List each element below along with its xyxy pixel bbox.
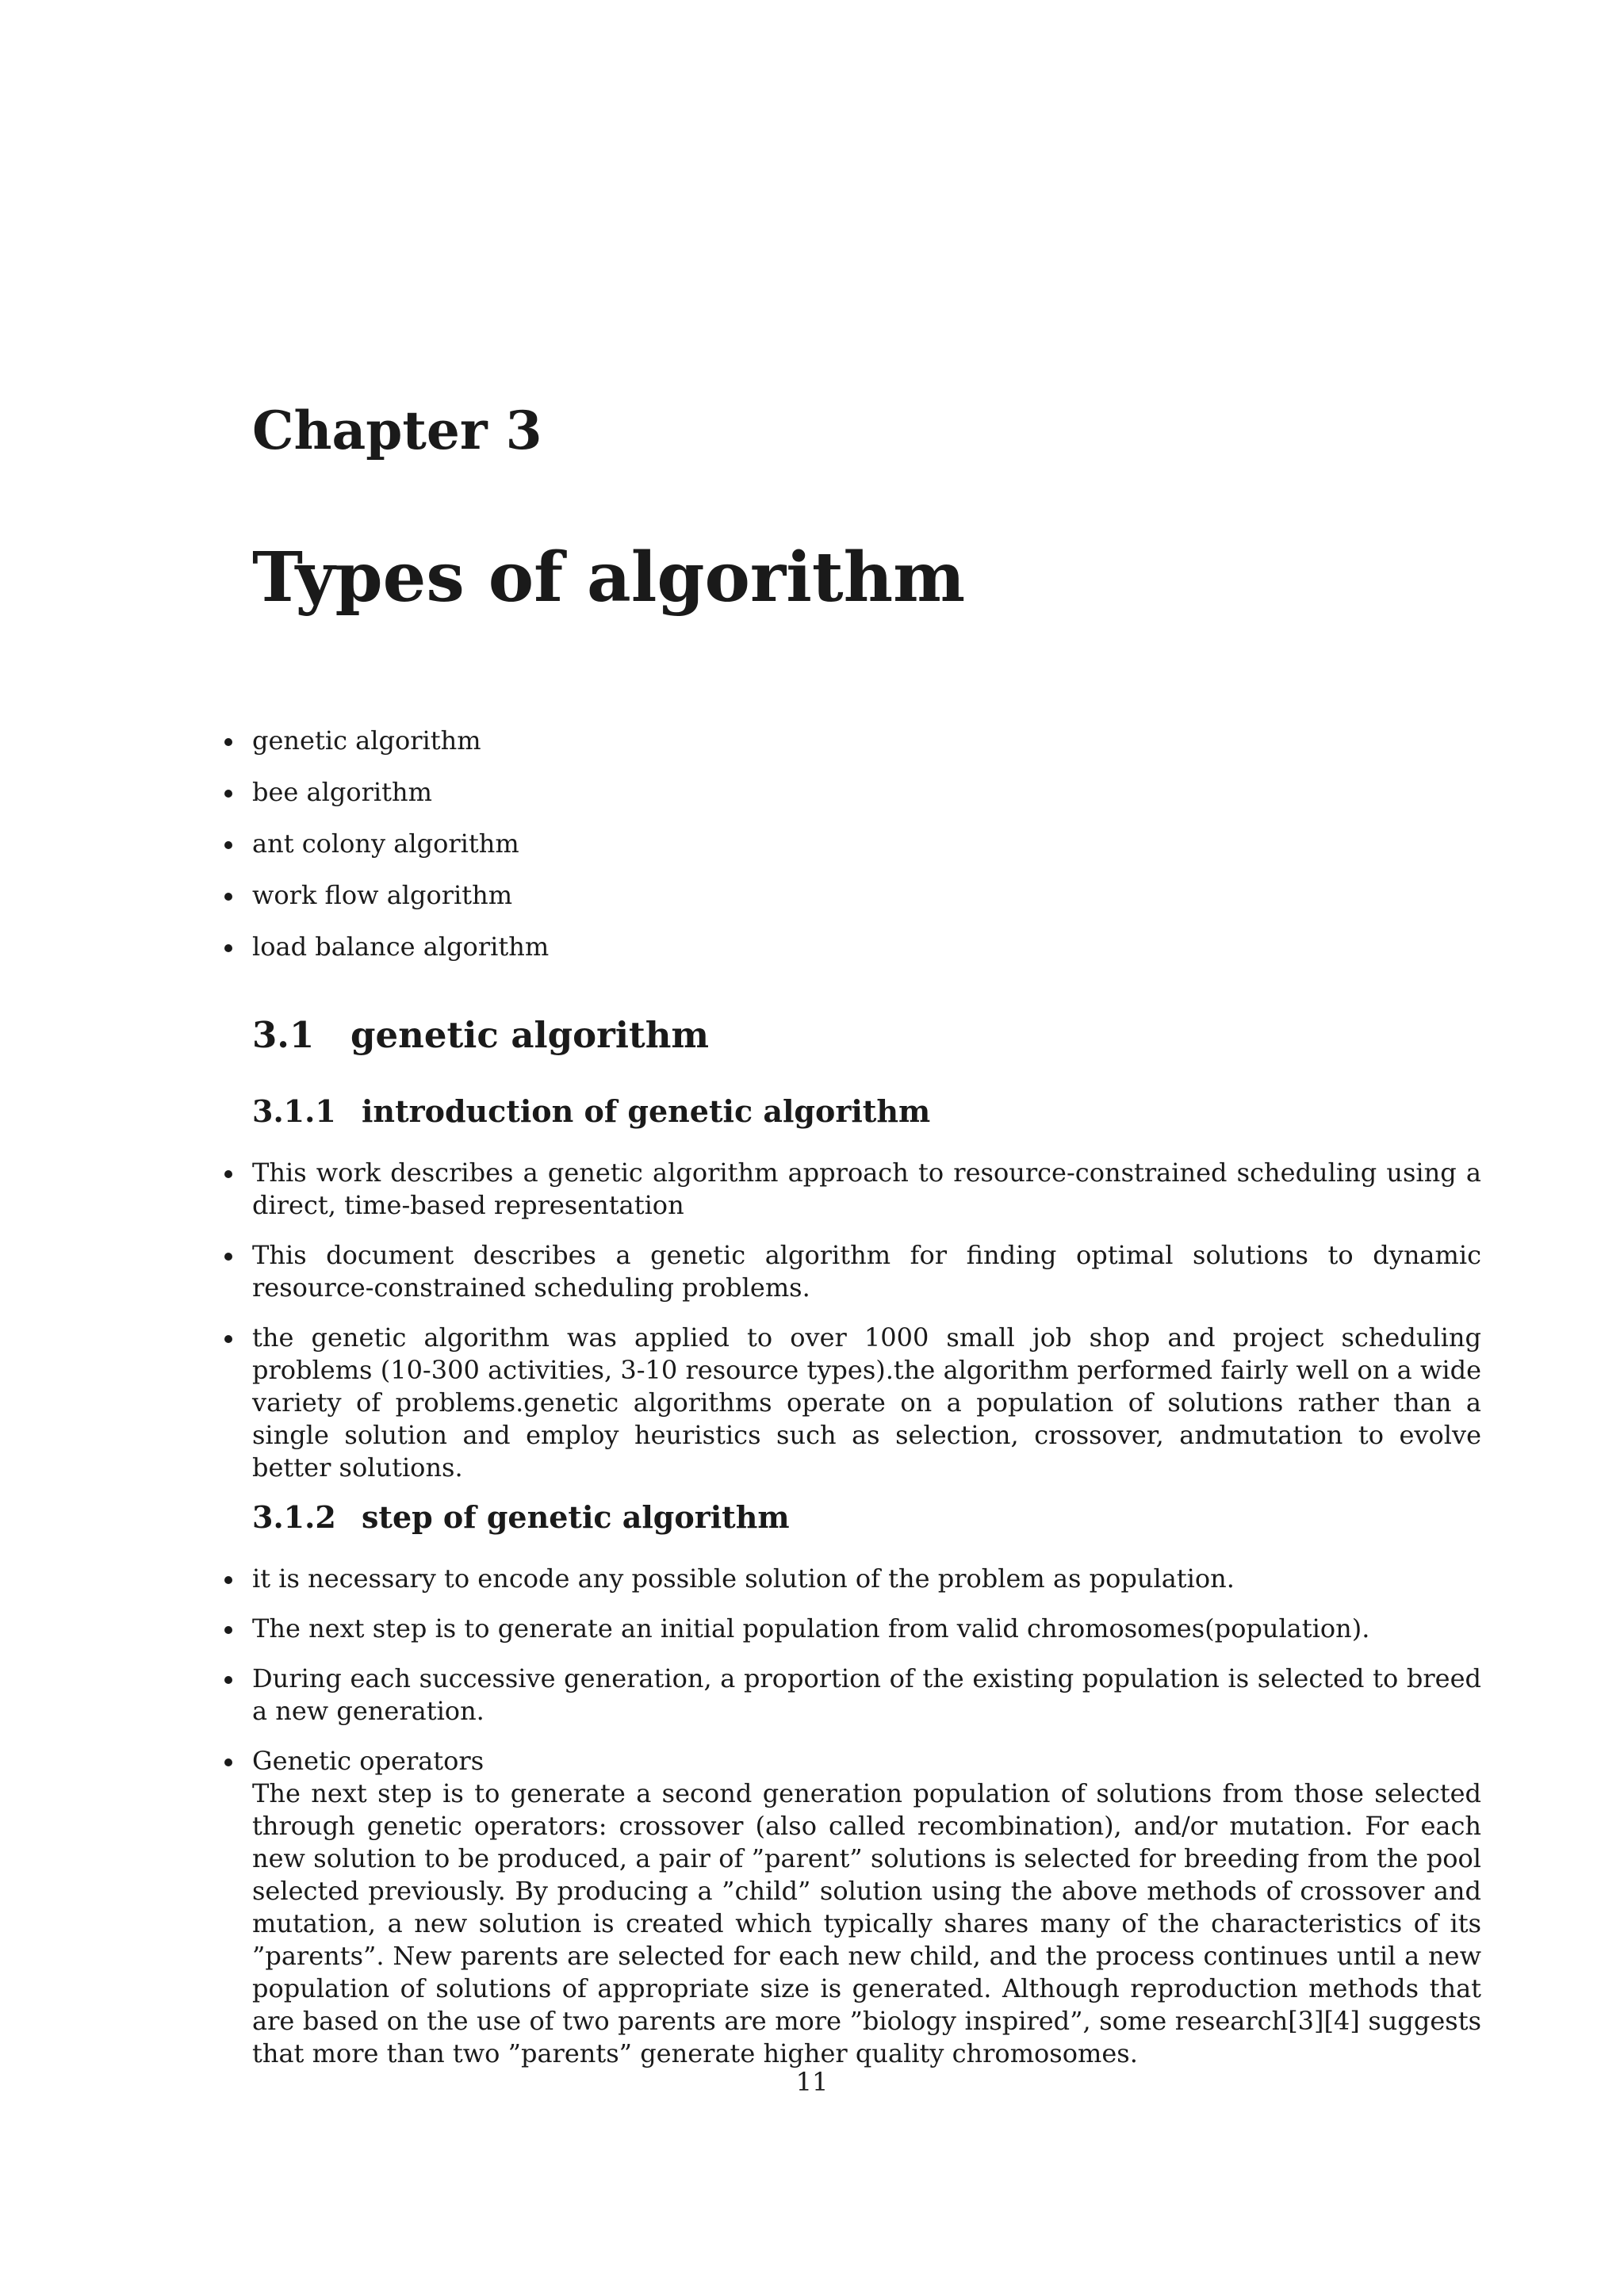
section-heading-3-1	[252, 1014, 710, 1056]
chapter-label: Chapter 3	[252, 400, 542, 461]
subsection-title: step of genetic algorithm	[362, 1499, 790, 1535]
list-item: the genetic algorithm was applied to over 1000 small job shop and project scheduling problems (10-300 activities, 3-10 resource types).the algorithm performed fairly well on a wide variety of problems.genetic algorithms operate on a population of solutions rather than a single solution and employ heuristics such as selection, crossover, andmutation to evolve better solutions.	[252, 1322, 1481, 1483]
list-item: This document describes a genetic algorithm for finding optimal solutions to dynamic resource-constrained scheduling problems.	[252, 1240, 1481, 1303]
introduction-list	[252, 1157, 1481, 1502]
list-item: work flow algorithm	[252, 879, 1481, 912]
list-item: it is necessary to encode any possible solution of the problem as population.	[252, 1563, 1481, 1595]
algorithm-types-list	[252, 725, 1481, 982]
list-item: During each successive generation, a proportion of the existing population is selected to breed a new generation.	[252, 1663, 1481, 1726]
list-item: ant colony algorithm	[252, 828, 1481, 860]
subsection-heading-3-1-2	[252, 1499, 790, 1535]
page-number: 11	[795, 2067, 829, 2097]
subsection-number: 3.1.1	[252, 1093, 336, 1129]
list-item: bee algorithm	[252, 776, 1481, 809]
steps-list	[252, 1563, 1481, 2087]
list-item: The next step is to generate an initial population from valid chromosomes(population).	[252, 1613, 1481, 1645]
subsection-heading-3-1-1	[252, 1093, 931, 1129]
section-title: genetic algorithm	[350, 1014, 710, 1056]
genetic-operators-text: The next step is to generate a second generation population of solutions from those selected through genetic operators: crossover (also called recombination), and/or mutation. For each new solution to be produced, a pair of ”parent” solutions is selected for breeding from the pool selected previously. By producing a ”child” solution using the above methods of crossover and mutation, a new solution is created which typically shares many of the characteristics of its ”parents”. New parents are selected for each new child, and the process continues until a new population of solutions of appropriate size is generated. Although reproduction methods that are based on the use of two parents are more ”biology inspired”, some research[3][4] suggests that more than two ”parents” generate higher quality chromosomes.	[252, 1778, 1481, 2068]
list-item: This work describes a genetic algorithm approach to resource-constrained scheduling using a direct, time-based representation	[252, 1158, 1481, 1220]
subsection-number: 3.1.2	[252, 1499, 336, 1535]
list-item: genetic algorithm	[252, 725, 1481, 757]
section-number: 3.1	[252, 1014, 315, 1056]
list-item-genetic-operators	[252, 1745, 1481, 2070]
list-item: load balance algorithm	[252, 931, 1481, 963]
genetic-operators-title: Genetic operators	[252, 1746, 485, 1776]
subsection-title: introduction of genetic algorithm	[362, 1093, 931, 1129]
chapter-title: Types of algorithm	[252, 538, 966, 618]
